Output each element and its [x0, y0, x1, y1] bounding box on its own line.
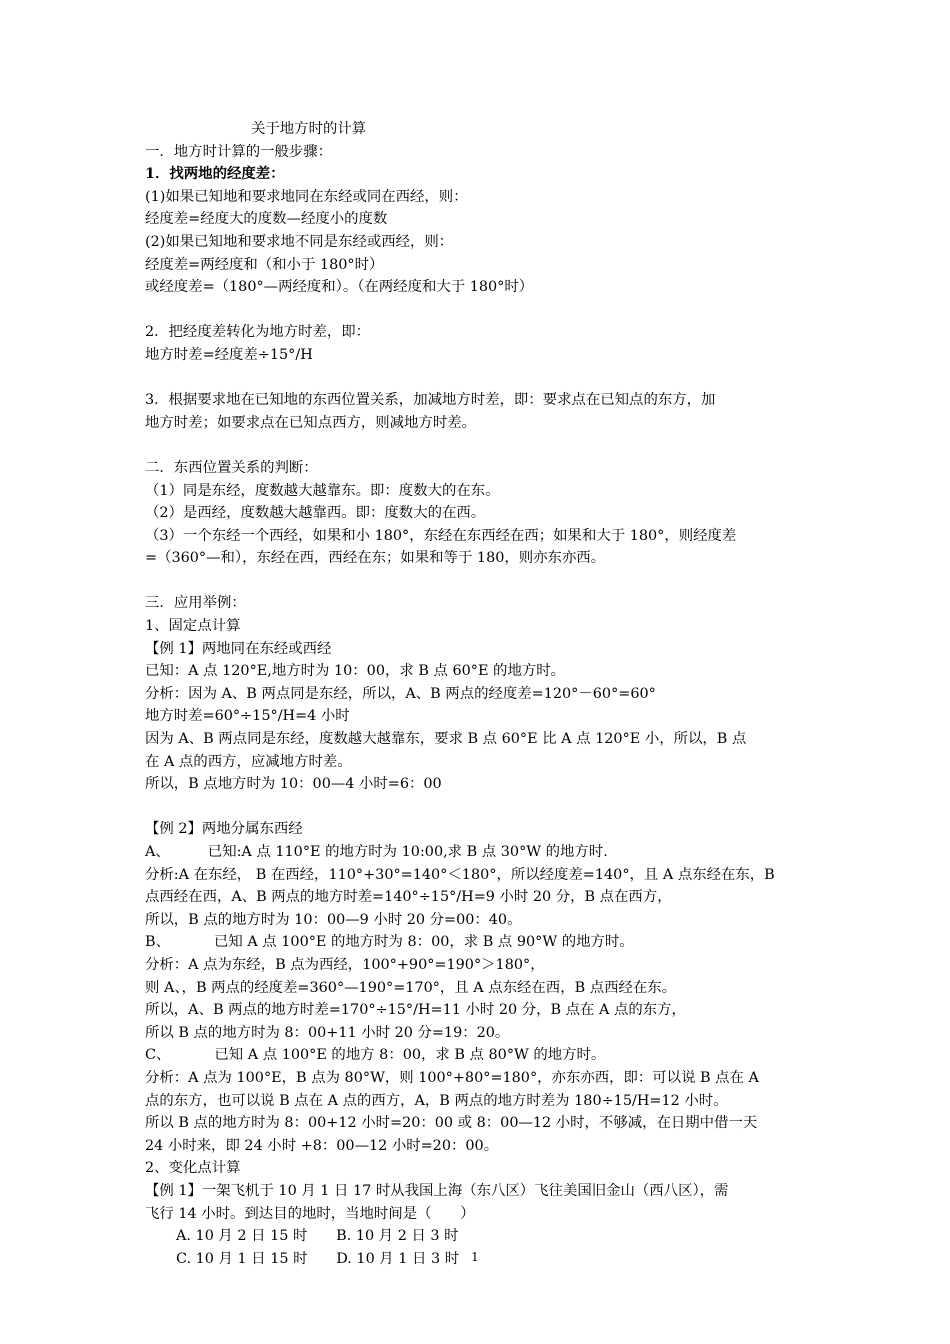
section-3-heading: 三．应用举例： — [145, 595, 246, 612]
subsection-variable-point: 2、变化点计算 — [145, 1160, 241, 1177]
labeled-item-c — [145, 1044, 810, 1067]
text-line: 点西经在西，A、B 两点的地方时差=140°÷15°/H=9 小时 20 分，B 点在西方， — [145, 889, 672, 906]
text-line: 地方时差=经度差÷15°/H — [145, 346, 313, 363]
text-line: 则 A、，B 两点的经度差=360°—190°=170°，且 A 点东经在西，B 点西经在东。 — [145, 979, 677, 996]
question-text: 飞行 14 小时。到达目的地时，当地时间是（ ） — [145, 1205, 475, 1222]
text-line: 经度差=两经度和（和小于 180°时） — [145, 256, 384, 273]
item-label: A、 — [145, 844, 170, 860]
blank-line — [145, 367, 810, 390]
text-line: 所以 B 点的地方时为 8：00+12 小时=20：00 或 8：00—12 小时，不够减，在日期中借一天 — [145, 1115, 758, 1132]
text-line: 所以，B 点地方时为 10：00—4 小时=6：00 — [145, 776, 442, 793]
item-label: B、 — [145, 934, 170, 951]
text-line: 所以，A、B 两点的地方时差=170°÷15°/H=11 小时 20 分，B 点在 A 点的东方， — [145, 1002, 686, 1019]
item-text: 已知:A 点 110°E 的地方时为 10:00,求 B 点 30°W 的地方时. — [207, 844, 608, 860]
document-page — [145, 118, 810, 1270]
text-line: 分析：A 点为 100°E，B 点为 80°W，则 100°+80°=180°，亦东亦西，即：可以说 B 点在 A — [145, 1069, 759, 1086]
text-line: 在 A 点的西方，应减地方时差。 — [145, 753, 352, 770]
text-line: 经度差=经度大的度数—经度小的度数 — [145, 211, 388, 228]
answer-options: A. 10 月 2 日 15 时 B. 10 月 2 日 3 时 — [176, 1228, 459, 1245]
text-line: （1）同是东经，度数越大越靠东。即：度数大的在东。 — [145, 482, 500, 499]
item-text: 已知 A 点 100°E 的地方 8：00，求 B 点 80°W 的地方时。 — [214, 1047, 606, 1064]
section-1-heading: 一．地方时计算的一般步骤： — [145, 143, 333, 160]
text-line: （2）是西经，度数越大越靠西。即：度数大的在西。 — [145, 505, 486, 522]
blank-line — [145, 570, 810, 593]
text-line: 点的东方，也可以说 B 点在 A 点的西方，A，B 两点的地方时差为 180÷15/H=12 小时。 — [145, 1092, 728, 1109]
text-line: 因为 A、B 两点同是东经，度数越大越靠东，要求 B 点 60°E 比 A 点 120°E 小，所以，B 点 — [145, 731, 747, 748]
text-line: (2)如果已知地和要求地不同是东经或西经，则： — [145, 233, 454, 250]
section-2-heading: 二．东西位置关系的判断： — [145, 459, 318, 476]
text-line: =（360°—和），东经在西，西经在东；如果和等于 180，则亦东亦西。 — [145, 550, 606, 567]
text-line: 24 小时来，即 24 小时 +8：00—12 小时=20：00。 — [145, 1137, 499, 1154]
item-text: 已知 A 点 100°E 的地方时为 8：00，求 B 点 90°W 的地方时。 — [213, 934, 634, 951]
text-line: （3）一个东经一个西经，如果和小 180°，东经在东西经在西；如果和大于 180°，则经度差 — [145, 527, 737, 544]
labeled-item-b — [145, 931, 810, 954]
blank-line — [145, 299, 810, 322]
labeled-item-a — [145, 841, 810, 864]
page-number: 1 — [471, 1250, 479, 1264]
text-line: 或经度差=（180°—两经度和）。（在两经度和大于 180°时） — [145, 279, 534, 296]
text-line: 所以，B 点的地方时为 10：00—9 小时 20 分=00：40。 — [145, 911, 522, 928]
text-line: 分析：A 点为东经，B 点为西经，100°+90°=190°＞180°， — [145, 956, 545, 973]
example-heading: 【例 2】两地分属东西经 — [145, 821, 303, 838]
step-1: 1．找两地的经度差： — [145, 165, 285, 183]
text-line: 已知：A 点 120°E,地方时为 10：00，求 B 点 60°E 的地方时。 — [145, 663, 566, 680]
text-line: (1)如果已知地和要求地同在东经或同在西经，则： — [145, 188, 468, 205]
item-label: C、 — [145, 1047, 171, 1064]
text-line: 地方时差=60°÷15°/H=4 小时 — [145, 708, 350, 725]
blank-line — [145, 796, 810, 819]
step-3: 3．根据要求地在已知地的东西位置关系，加减地方时差，即：要求点在已知点的东方，加 — [145, 392, 716, 409]
example-heading: 【例 1】两地同在东经或西经 — [145, 640, 332, 657]
text-line: 分析:A 在东经， B 在西经，110°+30°=140°＜180°，所以经度差=140°，且 A 点东经在东，B — [145, 866, 775, 883]
blank-line — [145, 434, 810, 457]
text-line: 地方时差；如要求点在已知点西方，则减地方时差。 — [145, 414, 476, 431]
question-text: 【例 1】一架飞机于 10 月 1 日 17 时从我国上海（东八区）飞往美国旧金山（西八区），需 — [145, 1182, 729, 1199]
text-line: 所以 B 点的地方时为 8：00+11 小时 20 分=19：20。 — [145, 1024, 510, 1041]
step-2: 2．把经度差转化为地方时差，即： — [145, 324, 371, 341]
text-line: 分析：因为 A、B 两点同是东经，所以，A、B 两点的经度差=120°－60°=60° — [145, 685, 656, 702]
subsection-fixed-point: 1、固定点计算 — [145, 618, 241, 635]
answer-options: C. 10 月 1 日 15 时 D. 10 月 1 日 3 时 — [176, 1250, 460, 1267]
document-title: 关于地方时的计算 — [251, 121, 367, 137]
